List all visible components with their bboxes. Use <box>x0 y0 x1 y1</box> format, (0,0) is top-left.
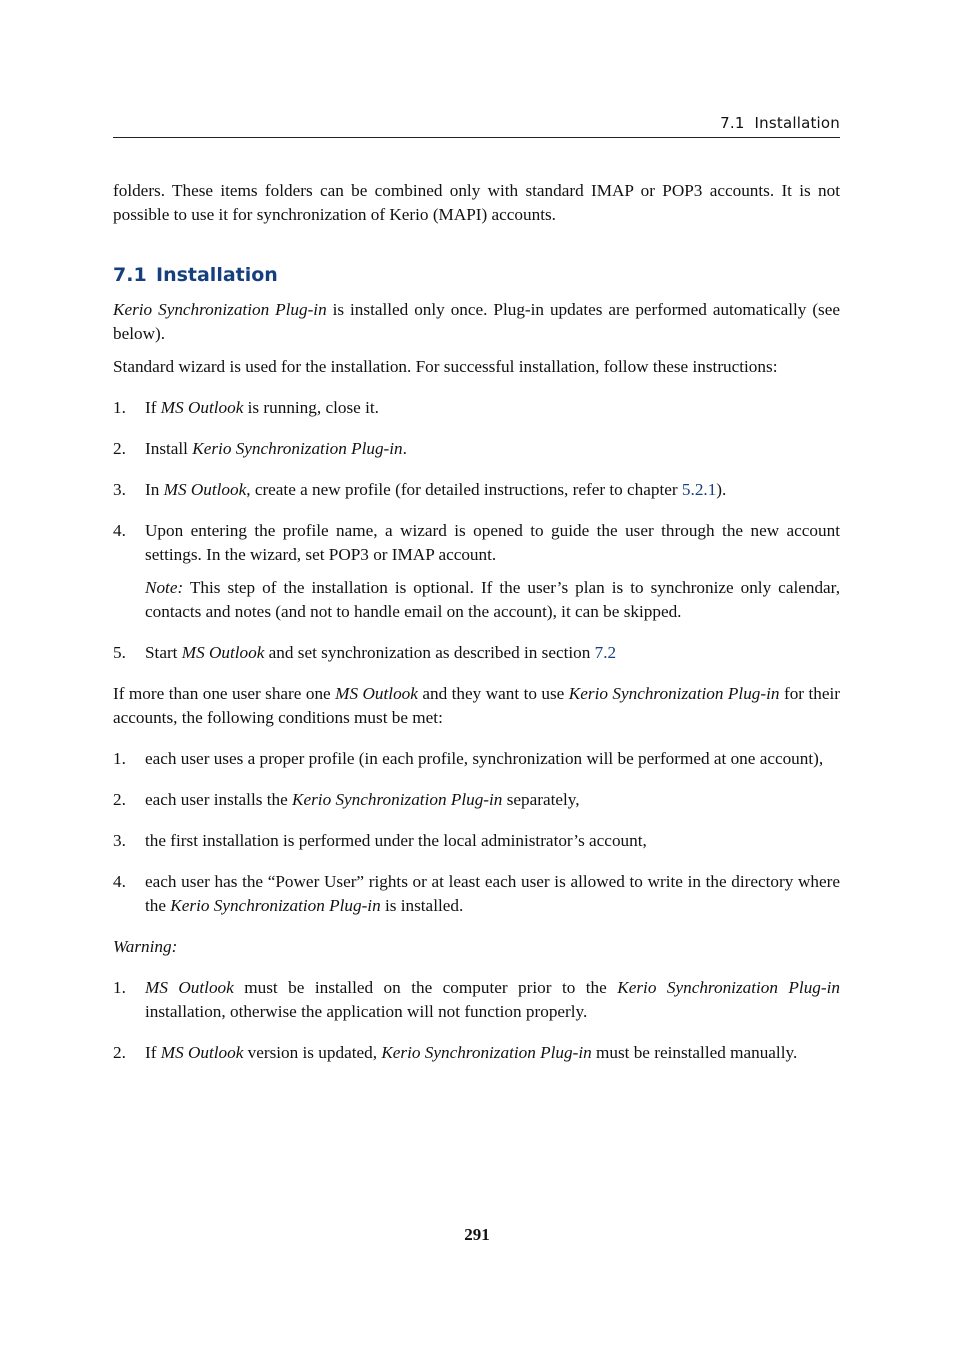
section-heading <box>113 263 840 287</box>
paragraph-multiple-users: If more than one user share one MS Outlook and they want to use Kerio Synchronization Plug-in for their accounts, the following conditions must be met: <box>113 684 840 727</box>
section-title: Installation <box>156 264 278 286</box>
note-label: Note: <box>145 578 184 597</box>
warning-label: Warning: <box>113 937 178 956</box>
list-item: 4. Upon entering the profile name, a wizard is opened to guide the user through the new account settings. In the wizard, set POP3 or IMAP account. Note: This step of the installation is optional. If the user’s plan is to synchronize only calendar, contacts and notes (and not to handle email on the account), it can be skipped. <box>113 519 840 624</box>
header-rule <box>113 137 840 138</box>
paragraph-install-once: Kerio Synchronization Plug-in is installed only once. Plug-in updates are performed automatically (see below). <box>113 300 840 343</box>
intro-paragraph: folders. These items folders can be combined only with standard IMAP or POP3 accounts. It is not possible to use it for synchronization of Kerio (MAPI) accounts. <box>113 181 840 224</box>
installation-steps <box>113 396 840 665</box>
section-number: 7.1 <box>113 264 147 286</box>
running-header <box>113 114 840 132</box>
paragraph-wizard: Standard wizard is used for the installation. For successful installation, follow these instructions: <box>113 357 778 376</box>
list-item: 2. each user installs the Kerio Synchronization Plug-in separately, <box>113 790 580 809</box>
list-item: 5. Start MS Outlook and set synchronization as described in section 7.2 <box>113 643 617 662</box>
list-item: 1. If MS Outlook is running, close it. <box>113 398 379 417</box>
section-link[interactable]: 7.2 <box>594 643 617 662</box>
conditions-list <box>113 747 840 918</box>
list-item: 3. In MS Outlook, create a new profile (for detailed instructions, refer to chapter 5.2.1). <box>113 480 727 499</box>
list-item: 3. the first installation is performed under the local administrator’s account, <box>113 831 647 850</box>
page-number: 291 <box>464 1225 490 1244</box>
warnings-list <box>113 976 840 1065</box>
list-item: 2. If MS Outlook version is updated, Kerio Synchronization Plug-in must be reinstalled manually. <box>113 1043 798 1062</box>
note-paragraph: Note: This step of the installation is optional. If the user’s plan is to synchronize only calendar, contacts and notes (and not to handle email on the account), it can be skipped. <box>145 578 840 621</box>
chapter-link[interactable]: 5.2.1 <box>681 480 717 499</box>
page-body <box>113 179 840 1082</box>
header-section-title: Installation <box>754 114 840 132</box>
list-item: 4. each user has the “Power User” rights or at least each user is allowed to write in the directory where the Kerio Synchronization Plug-in is installed. <box>113 872 840 915</box>
list-item: 1. each user uses a proper profile (in each profile, synchronization will be performed at one account), <box>113 749 824 768</box>
header-section-number: 7.1 <box>720 114 745 132</box>
product-name: Kerio Synchronization Plug-in <box>113 300 327 319</box>
list-item: 2. Install Kerio Synchronization Plug-in. <box>113 439 407 458</box>
list-item: 1. MS Outlook must be installed on the computer prior to the Kerio Synchronization Plug-in installation, otherwise the application will not function properly. <box>113 978 840 1021</box>
